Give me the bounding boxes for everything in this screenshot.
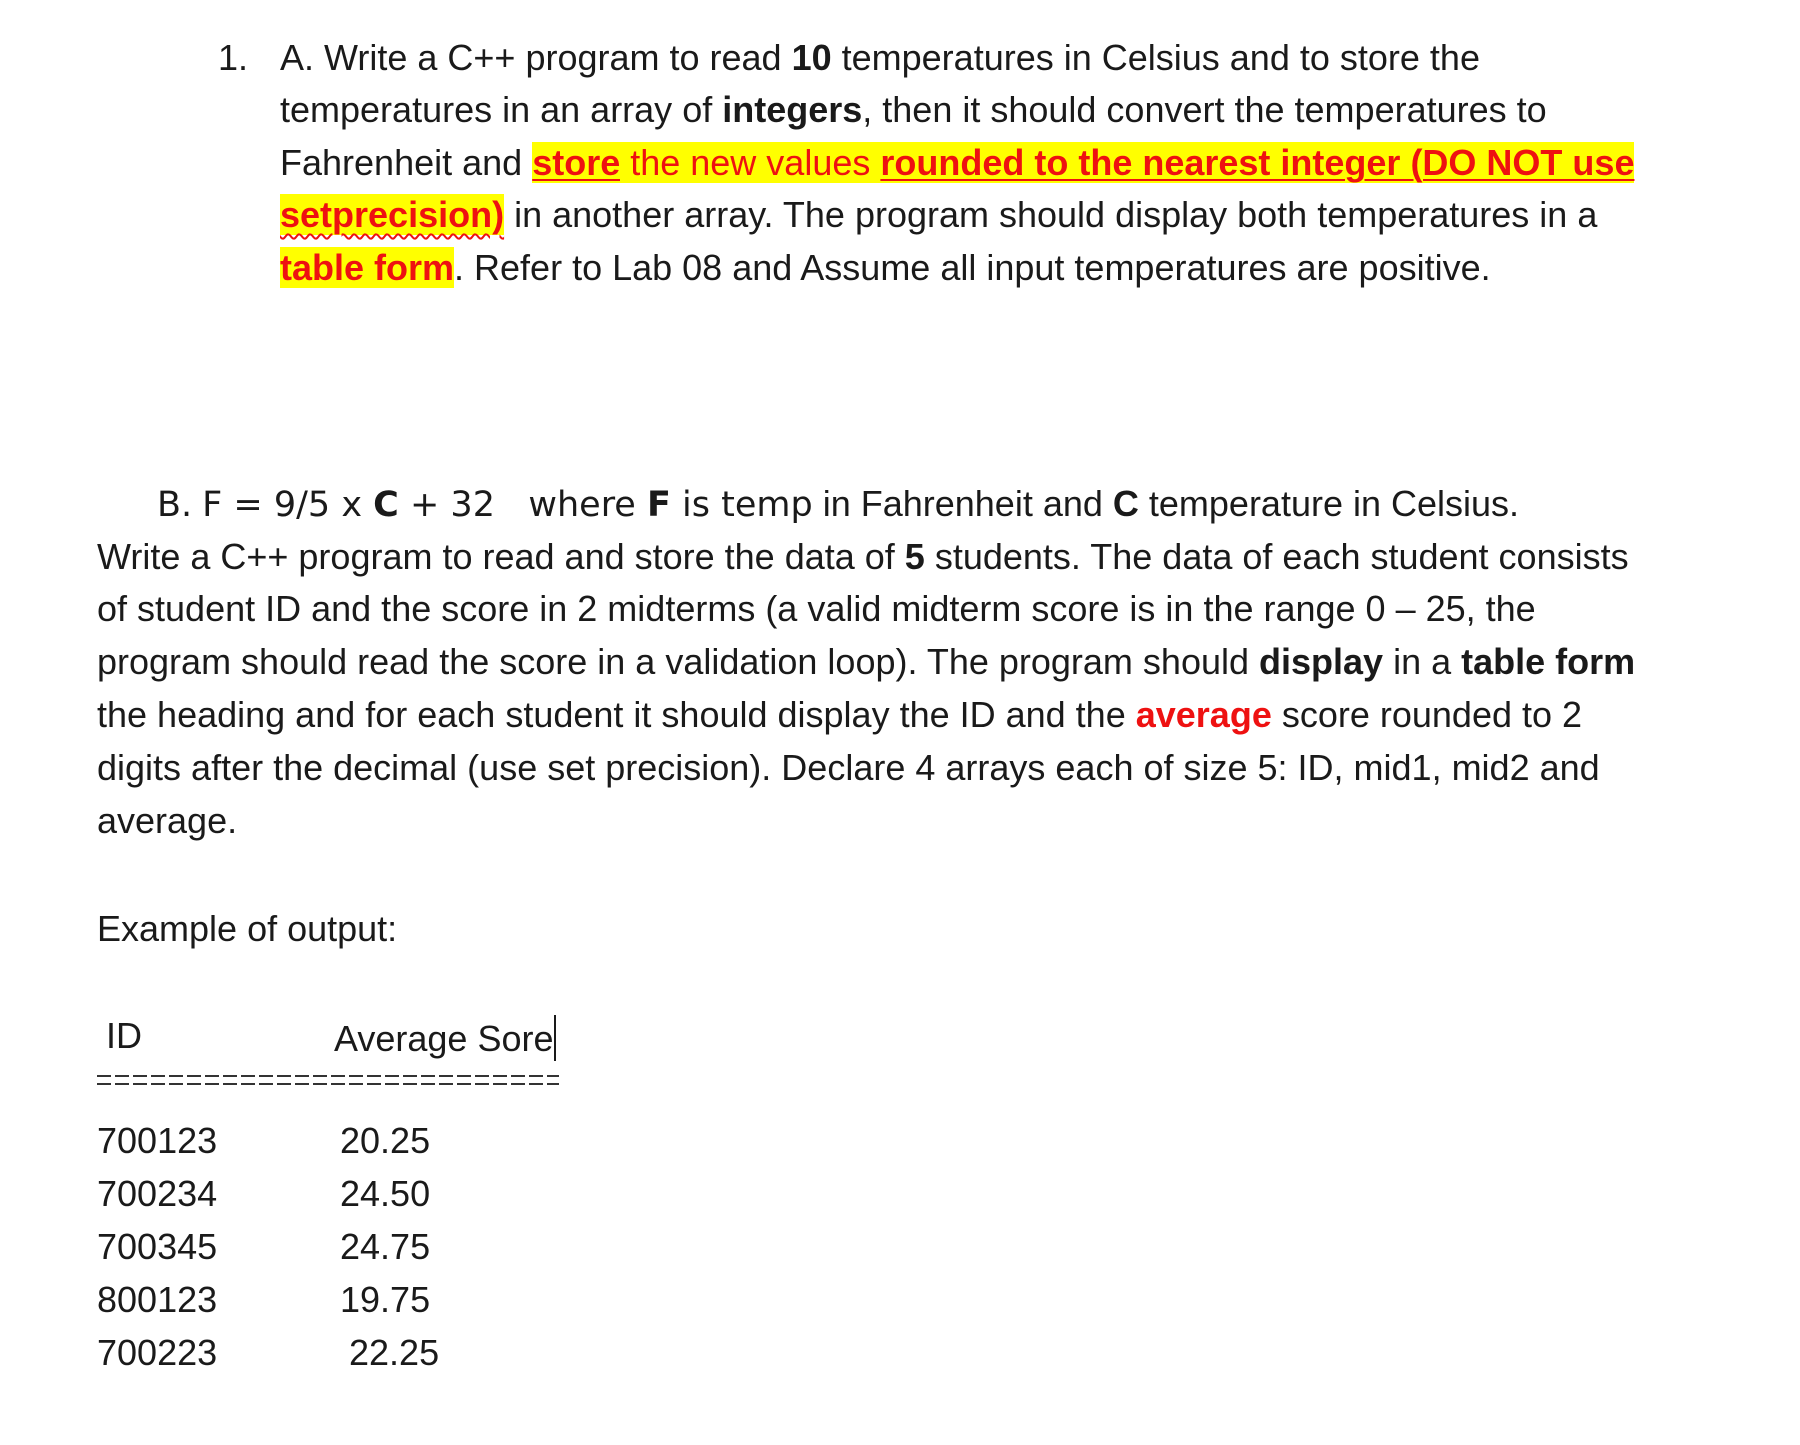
text: temperature in Celsius. [1138,483,1520,524]
table-separator [97,1070,559,1092]
table-row-id: 700123 [97,1120,218,1161]
highlight-store: store [532,142,621,183]
highlight-rounded: rounded to the nearest integer (DO NOT use [880,142,1635,183]
highlight-new-values: the new values [620,142,881,183]
table-row-id: 700234 [97,1173,218,1214]
question-a-line-4 [280,194,1597,236]
example-label: Example of output: [97,908,398,949]
question-b-line-5 [97,694,1582,736]
question-a-line-3 [280,142,1634,184]
text: in Fahrenheit and [812,483,1113,524]
question-b-line-6: digits after the decimal (use set precision). Declare 4 arrays each of size 5: ID, mid1, mid2 and [97,747,1600,788]
question-b-formula [157,483,1519,526]
table-row-id: 700223 [97,1332,218,1373]
bold-integers: integers [722,89,863,130]
text: the heading and for each student it should display the ID and the [97,694,1136,735]
text: is temp [670,485,813,525]
question-a-letter: A. [280,37,315,78]
table-row-average: 24.50 [340,1173,431,1214]
table-header-id: ID [106,1015,142,1056]
text: temperatures in an array of [280,89,723,130]
table-row-average: 24.75 [340,1226,431,1267]
table-row-average: 22.25 [349,1332,440,1373]
bold-c2: C [1112,483,1139,524]
text: + 32 where [398,485,647,525]
text: Write a C++ program to read [324,37,792,78]
question-number: 1. [218,37,249,78]
text: . Refer to Lab 08 and Assume all input temperatures are positive. [454,247,1491,288]
text: score rounded to 2 [1271,694,1583,735]
bold-c: C [373,485,399,525]
bold-display: display [1259,641,1384,682]
text: temperatures in Celsius and to store the [831,37,1480,78]
table-row-id: 700345 [97,1226,218,1267]
text: in another array. The program should display both temperatures in a [504,194,1598,235]
text: F = 9/5 x [202,485,374,525]
question-b-line-7: average. [97,800,238,841]
question-a-line-5 [280,247,1491,289]
text: students. The data of each student consists [924,536,1629,577]
bold-average: average [1135,694,1272,735]
bold-count: 10 [791,37,832,78]
question-b-line-3: of student ID and the score in 2 midterms (a valid midterm score is in the range 0 – 25, the [97,588,1536,629]
text: Fahrenheit and [280,142,533,183]
highlight-table-form: table form [280,247,455,288]
bold-5: 5 [904,536,925,577]
bold-table-form: table form [1461,641,1636,682]
question-a-line-1 [280,37,1480,79]
question-b-line-2 [97,536,1629,578]
table-row-average: 19.75 [340,1279,431,1320]
table-row-average: 20.25 [340,1120,431,1161]
question-b-line-4 [97,641,1635,683]
table-header-average [334,1015,556,1061]
question-b-letter: B. [157,485,193,525]
highlight-setprecision: setprecision) [280,194,505,235]
text: in a [1383,641,1462,682]
text: , then it should convert the temperatures to [862,89,1547,130]
text-cursor [554,1015,556,1061]
bold-f: F [646,485,671,525]
question-a-line-2 [280,89,1547,131]
text: Write a C++ program to read and store the data of [97,536,905,577]
header-average-text: Average Sore [334,1018,554,1059]
text: program should read the score in a validation loop). The program should [97,641,1260,682]
table-row-id: 800123 [97,1279,218,1320]
